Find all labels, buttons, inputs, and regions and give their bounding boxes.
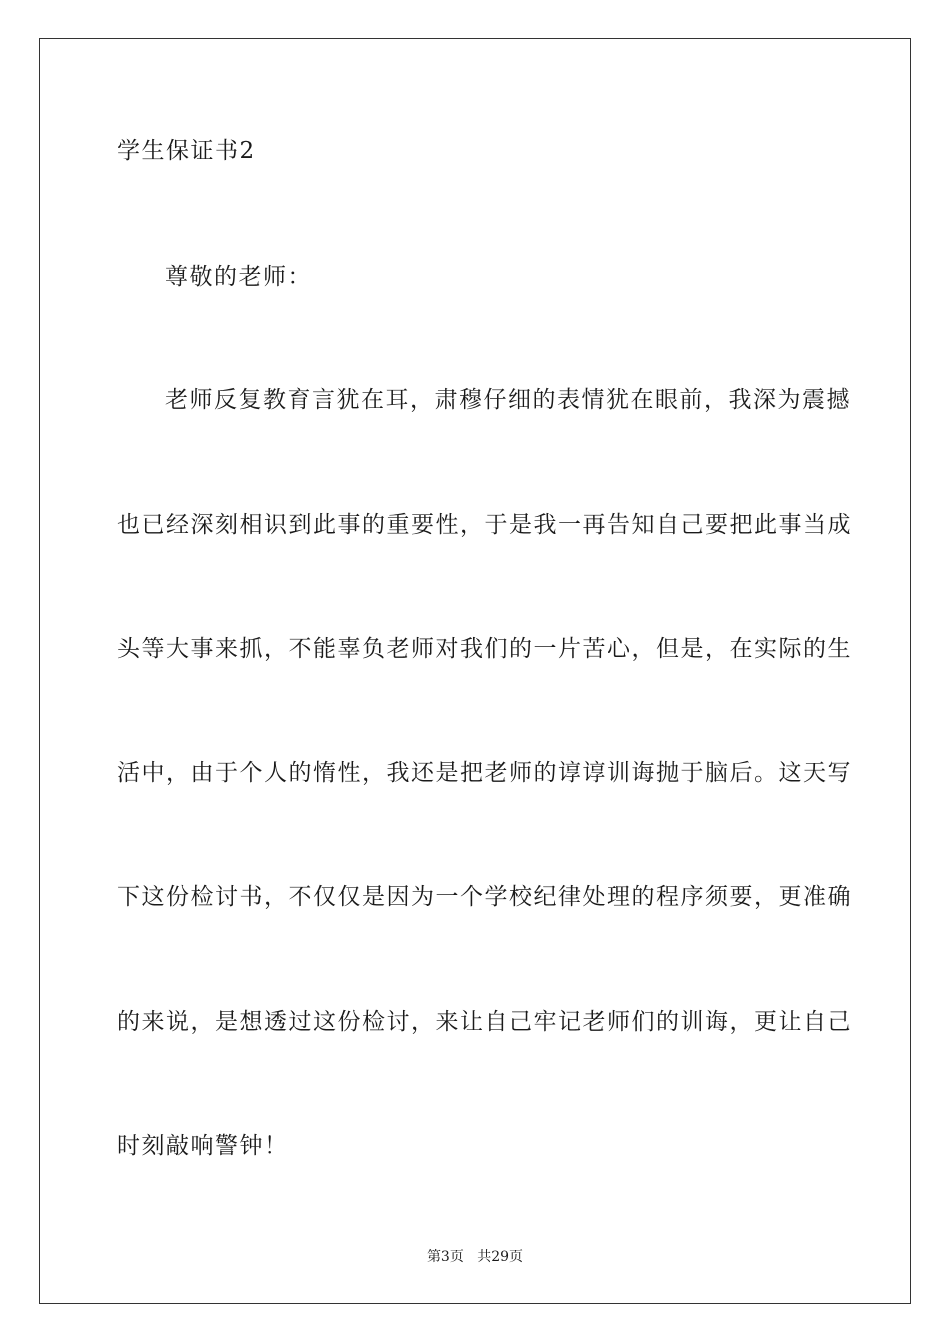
paragraph-line-2: 也已经深刻相识到此事的重要性，于是我一再告知自己要把此事当成 [117, 512, 852, 538]
page-footer [0, 1248, 950, 1266]
paragraph-line-4: 活中，由于个人的惰性，我还是把老师的谆谆训诲抛于脑后。这天写 [117, 760, 852, 786]
document-heading: 学生保证书2 [117, 138, 256, 164]
paragraph-line-1: 老师反复教育言犹在耳，肃穆仔细的表情犹在眼前，我深为震撼 [165, 387, 851, 413]
paragraph-line-6: 的来说，是想透过这份检讨，来让自己牢记老师们的训诲，更让自己 [117, 1009, 852, 1035]
page-frame [39, 38, 911, 1304]
page-total: 共29页 [477, 1249, 524, 1265]
paragraph-line-5: 下这份检讨书，不仅仅是因为一个学校纪律处理的程序须要，更准确 [117, 884, 852, 910]
paragraph-line-3: 头等大事来抓，不能辜负老师对我们的一片苦心，但是，在实际的生 [117, 636, 852, 662]
paragraph-line-7: 时刻敲响警钟！ [117, 1133, 289, 1159]
salutation: 尊敬的老师： [165, 264, 312, 290]
page-number: 第3页 [426, 1249, 464, 1265]
